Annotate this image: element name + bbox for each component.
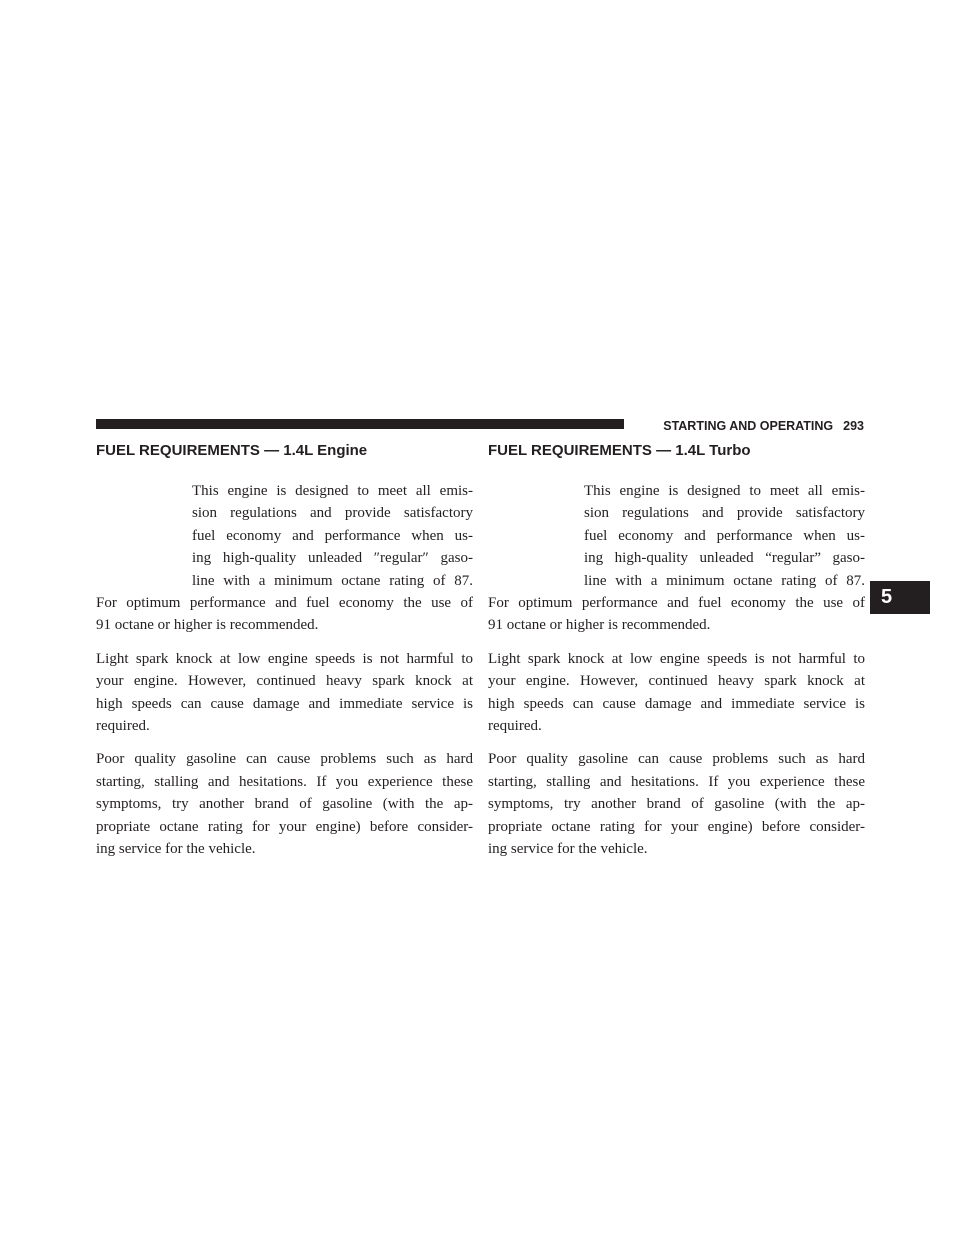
intro-line: This engine is designed to meet all emis- — [584, 483, 865, 499]
paragraph-line: 91 octane or higher is recommended. — [96, 617, 319, 634]
paragraph-line: propriate octane rating for your engine) before consider- — [96, 818, 473, 835]
paragraph-line: symptoms, try another brand of gasoline (with the ap- — [488, 796, 865, 813]
header-rule — [96, 419, 624, 429]
paragraph-line: 91 octane or higher is recommended. — [488, 617, 711, 634]
paragraph-line: For optimum performance and fuel economy the use of — [96, 595, 473, 612]
intro-block-engine — [192, 480, 473, 592]
paragraph-poor-quality — [488, 748, 865, 860]
page-number: 293 — [843, 419, 864, 433]
right-column — [488, 440, 865, 872]
intro-line: ing high-quality unleaded “regular” gaso- — [584, 550, 865, 567]
intro-line: fuel economy and performance when us- — [192, 527, 473, 544]
running-header — [632, 418, 864, 434]
chapter-tab — [870, 581, 930, 614]
paragraph-line: Light spark knock at low engine speeds is not harmful to — [488, 650, 865, 667]
paragraph-line: starting, stalling and hesitations. If you experience these — [488, 773, 865, 790]
paragraph-line: propriate octane rating for your engine) before consider- — [488, 818, 865, 835]
paragraph-line: symptoms, try another brand of gasoline (with the ap- — [96, 796, 473, 813]
intro-line: ing high-quality unleaded ″regular″ gaso- — [192, 550, 473, 567]
paragraph-spark-knock — [96, 648, 473, 738]
intro-line: This engine is designed to meet all emis- — [192, 483, 473, 499]
section-title: STARTING AND OPERATING — [663, 419, 834, 433]
paragraph-line: required. — [488, 718, 542, 735]
paragraph-line: Poor quality gasoline can cause problems such as hard — [96, 751, 473, 768]
paragraph-line: Light spark knock at low engine speeds is not harmful to — [96, 650, 473, 667]
intro-line: sion regulations and provide satisfactory — [584, 505, 865, 522]
paragraph-octane — [96, 592, 473, 637]
paragraph-line: high speeds can cause damage and immediate service is — [488, 695, 865, 712]
paragraph-octane — [488, 592, 865, 637]
paragraph-line: starting, stalling and hesitations. If you experience these — [96, 773, 473, 790]
paragraph-line: Poor quality gasoline can cause problems such as hard — [488, 751, 865, 768]
paragraph-line: high speeds can cause damage and immediate service is — [96, 695, 473, 712]
paragraph-line: For optimum performance and fuel economy the use of — [488, 595, 865, 612]
intro-line: sion regulations and provide satisfactory — [192, 505, 473, 522]
paragraph-poor-quality — [96, 748, 473, 860]
chapter-number: 5 — [881, 586, 893, 608]
paragraph-spark-knock — [488, 648, 865, 738]
intro-line: fuel economy and performance when us- — [584, 527, 865, 544]
paragraph-line: ing service for the vehicle. — [488, 841, 648, 858]
section-heading-turbo: FUEL REQUIREMENTS — 1.4L Turbo — [488, 442, 751, 459]
section-heading-engine: FUEL REQUIREMENTS — 1.4L Engine — [96, 442, 368, 459]
paragraph-line: your engine. However, continued heavy spark knock at — [488, 673, 865, 690]
left-column — [96, 440, 473, 872]
intro-line: line with a minimum octane rating of 87. — [584, 572, 865, 589]
intro-block-turbo — [584, 480, 865, 592]
intro-line: line with a minimum octane rating of 87. — [192, 572, 473, 589]
paragraph-line: ing service for the vehicle. — [96, 841, 256, 858]
paragraph-line: required. — [96, 718, 150, 735]
paragraph-line: your engine. However, continued heavy spark knock at — [96, 673, 473, 690]
